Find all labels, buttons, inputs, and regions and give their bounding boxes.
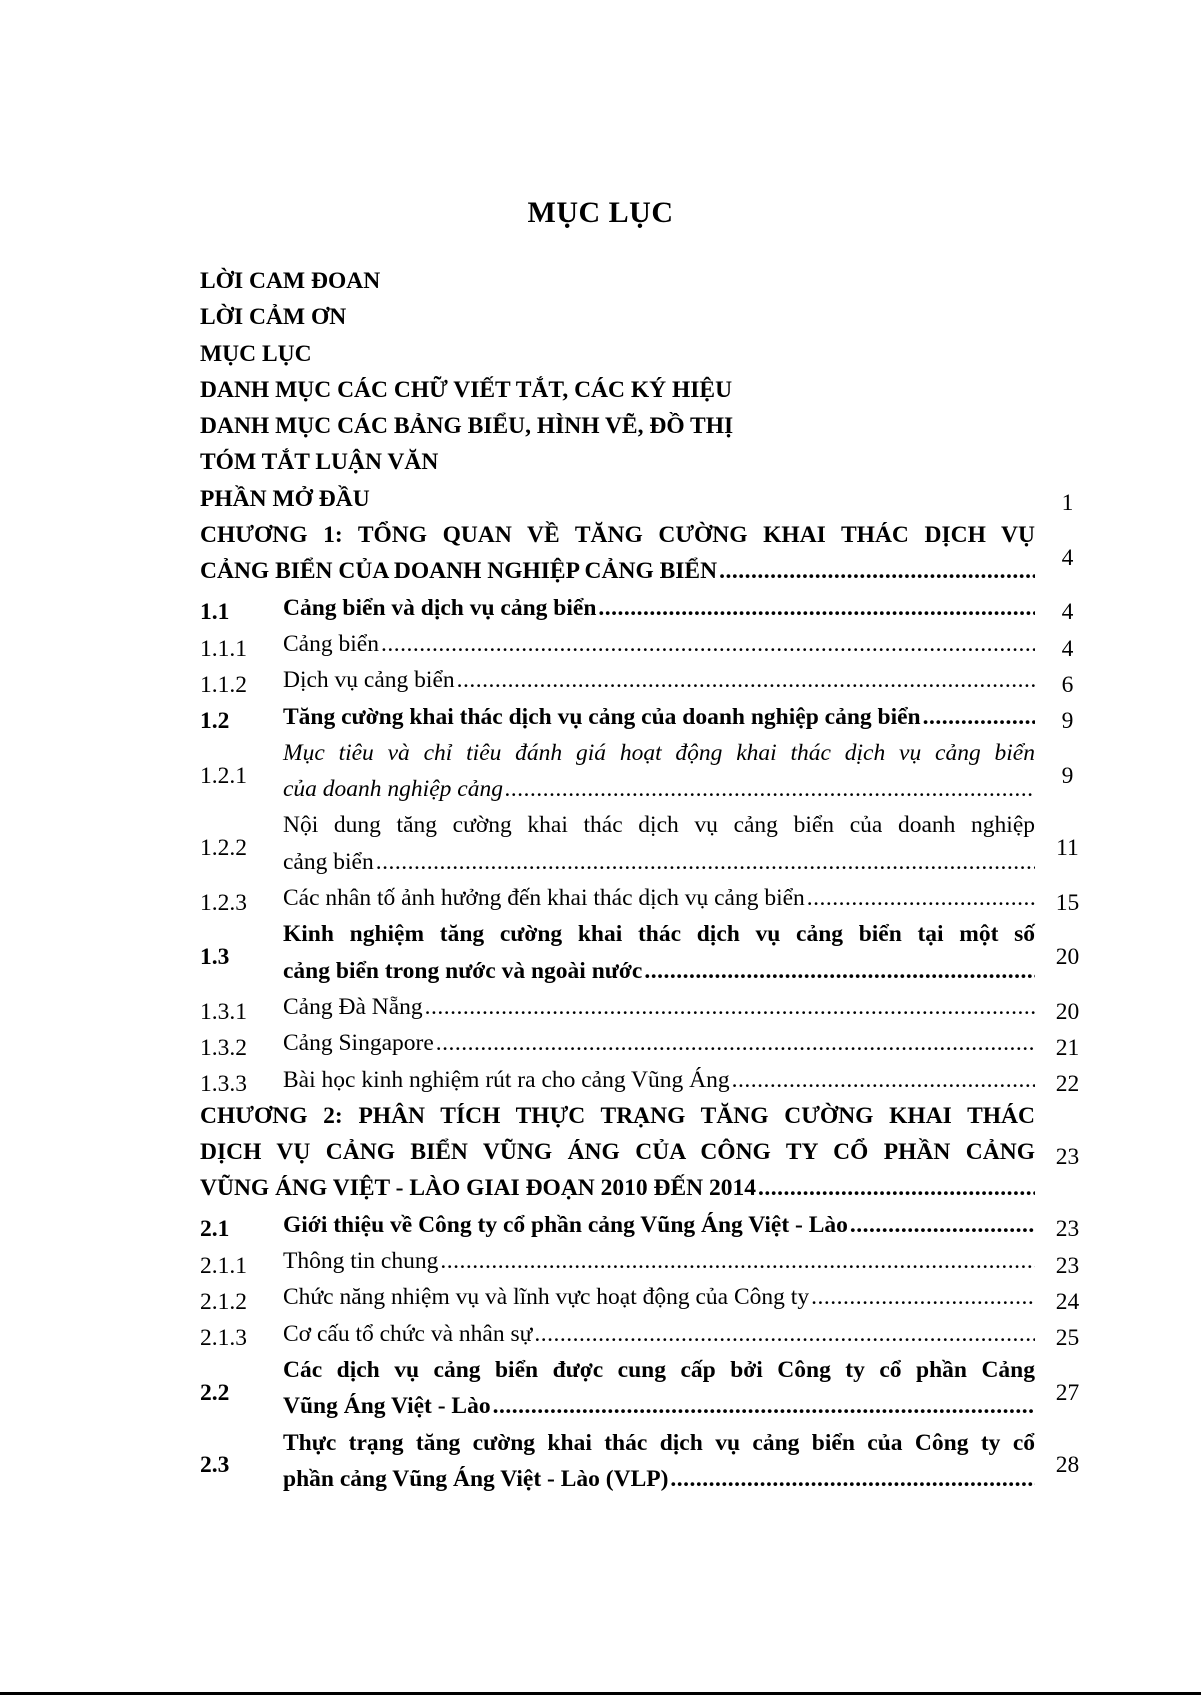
toc-entry — [200, 812, 1100, 885]
toc-entry-number: 1.2.3 — [200, 889, 247, 916]
page-title: MỤC LỤC — [527, 196, 674, 229]
toc-entry-title: Kinh nghiệm tăng cường khai thác dịch vụ cảng biển tại một số — [283, 921, 1035, 948]
toc-page-number: 1 — [1061, 490, 1074, 517]
dot-leader — [493, 1393, 1035, 1420]
dot-leader — [534, 1321, 1035, 1348]
toc-entry — [200, 304, 1100, 340]
toc-page-number: 21 — [1055, 1034, 1080, 1061]
toc-page-number: 6 — [1061, 671, 1074, 698]
toc-entry-title: Thực trạng tăng cường khai thác dịch vụ cảng biển của Công ty cổ — [283, 1429, 1035, 1456]
dot-leader — [732, 1067, 1035, 1094]
toc-entry-title: MỤC LỤC — [200, 340, 312, 367]
toc-entry-title: Tăng cường khai thác dịch vụ cảng của doanh nghiệp cảng biển — [283, 703, 921, 730]
toc-page-number: 22 — [1055, 1071, 1080, 1098]
toc-entry-number: 1.3 — [200, 944, 230, 971]
dot-leader — [598, 595, 1035, 622]
toc-entry — [200, 704, 1100, 740]
dot-leader — [758, 1175, 1035, 1202]
bottom-border-line — [0, 1692, 1201, 1695]
toc-entry-title: Các nhân tố ảnh hưởng đến khai thác dịch vụ cảng biển — [283, 885, 805, 912]
toc-entry-title: Cảng Singapore — [283, 1030, 434, 1057]
toc-page-number: 4 — [1061, 544, 1074, 571]
toc-entry-title: LỜI CẢM ƠN — [200, 304, 347, 331]
toc-entry — [200, 595, 1100, 631]
toc-entry-number: 2.3 — [200, 1452, 230, 1479]
toc-entry-title: Giới thiệu về Công ty cổ phần cảng Vũng Áng Việt - Lào — [283, 1211, 848, 1238]
toc-entry-title: cảng biển trong nước và ngoài nước — [283, 957, 643, 984]
toc-page-number: 27 — [1055, 1379, 1080, 1406]
toc-entry — [200, 885, 1100, 921]
toc-entry — [200, 1321, 1100, 1357]
toc-entry-title: Cảng Đà Nẵng — [283, 993, 423, 1020]
toc-entry-title: phần cảng Vũng Áng Việt - Lào (VLP) — [283, 1465, 669, 1492]
toc-entry-title: PHẦN MỞ ĐẦU — [200, 485, 370, 512]
toc-entry-title: Cơ cấu tổ chức và nhân sự — [283, 1320, 533, 1347]
toc-entry — [200, 667, 1100, 703]
toc-entry — [200, 994, 1100, 1030]
toc-entry-title: VŨNG ÁNG VIỆT - LÀO GIAI ĐOẠN 2010 ĐẾN 2014 — [200, 1175, 757, 1202]
toc-entry-number: 2.1.3 — [200, 1325, 247, 1352]
dot-leader — [644, 958, 1035, 985]
toc-entry-number: 1.3.1 — [200, 998, 247, 1025]
toc-entry-title: DANH MỤC CÁC CHỮ VIẾT TẮT, CÁC KÝ HIỆU — [200, 376, 733, 403]
dot-leader — [505, 776, 1035, 803]
toc-entry — [200, 522, 1100, 595]
dot-leader — [376, 849, 1035, 876]
dot-leader — [923, 704, 1035, 731]
toc-entry-title: Thông tin chung — [283, 1248, 439, 1275]
toc-entry-title: Dịch vụ cảng biển — [283, 667, 455, 694]
toc-entry-number: 2.1.2 — [200, 1288, 247, 1315]
toc-entry-number: 2.1 — [200, 1216, 230, 1243]
toc-page-number: 23 — [1055, 1143, 1080, 1170]
table-of-contents — [200, 268, 1100, 1502]
dot-leader — [811, 1284, 1035, 1311]
toc-entry — [200, 449, 1100, 485]
toc-entry — [200, 1357, 1100, 1430]
dot-leader — [425, 994, 1035, 1021]
toc-entry-title: CHƯƠNG 1: TỔNG QUAN VỀ TĂNG CƯỜNG KHAI THÁC DỊCH VỤ — [200, 522, 1035, 549]
toc-entry-title: của doanh nghiệp cảng — [283, 776, 503, 803]
toc-entry-title: cảng biển — [283, 848, 374, 875]
toc-entry — [200, 631, 1100, 667]
toc-entry-title: DỊCH VỤ CẢNG BIỂN VŨNG ÁNG CỦA CÔNG TY CỔ PHẦN CẢNG — [200, 1139, 1035, 1166]
toc-entry-number: 1.1.2 — [200, 671, 247, 698]
toc-entry-number: 2.2 — [200, 1379, 230, 1406]
toc-entry-number: 1.2 — [200, 708, 230, 735]
toc-entry-title: Chức năng nhiệm vụ và lĩnh vực hoạt động của Công ty — [283, 1284, 810, 1311]
toc-entry — [200, 377, 1100, 413]
dot-leader — [807, 885, 1035, 912]
toc-page-number: 11 — [1056, 835, 1079, 862]
dot-leader — [440, 1248, 1035, 1275]
toc-entry-title: Cảng biển và dịch vụ cảng biển — [283, 594, 597, 621]
toc-entry-number: 1.2.1 — [200, 762, 247, 789]
dot-leader — [719, 558, 1035, 585]
toc-entry — [200, 740, 1100, 813]
toc-page-number: 15 — [1055, 889, 1080, 916]
toc-page-number: 23 — [1055, 1252, 1080, 1279]
toc-entry — [200, 1103, 1100, 1212]
dot-leader — [850, 1212, 1035, 1239]
dot-leader — [457, 667, 1035, 694]
toc-page-number: 9 — [1061, 762, 1074, 789]
dot-leader — [381, 631, 1035, 658]
toc-entry-number: 1.2.2 — [200, 835, 247, 862]
toc-entry-title: Vũng Áng Việt - Lào — [283, 1393, 491, 1420]
toc-page-number: 28 — [1055, 1452, 1080, 1479]
toc-entry — [200, 1248, 1100, 1284]
toc-entry — [200, 1212, 1100, 1248]
toc-entry-title: DANH MỤC CÁC BẢNG BIỂU, HÌNH VẼ, ĐỒ THỊ — [200, 413, 734, 440]
toc-entry-number: 2.1.1 — [200, 1252, 247, 1279]
toc-entry-number: 1.1 — [200, 599, 230, 626]
toc-page-number: 20 — [1055, 998, 1080, 1025]
toc-page-number: 25 — [1055, 1325, 1080, 1352]
toc-page-number: 9 — [1061, 708, 1074, 735]
toc-entry — [200, 341, 1100, 377]
toc-entry-number: 1.3.2 — [200, 1034, 247, 1061]
toc-entry-title: CHƯƠNG 2: PHÂN TÍCH THỰC TRẠNG TĂNG CƯỜNG KHAI THÁC — [200, 1102, 1035, 1129]
toc-page-number: 4 — [1061, 635, 1074, 662]
toc-page-number: 4 — [1061, 599, 1074, 626]
toc-entry-title: Bài học kinh nghiệm rút ra cho cảng Vũng Áng — [283, 1066, 730, 1093]
toc-entry-number: 1.3.3 — [200, 1071, 247, 1098]
toc-entry-title: CẢNG BIỂN CỦA DOANH NGHIỆP CẢNG BIỂN — [200, 558, 718, 585]
toc-entry — [200, 921, 1100, 994]
toc-entry-title: Mục tiêu và chỉ tiêu đánh giá hoạt động khai thác dịch vụ cảng biển — [283, 739, 1035, 766]
toc-entry — [200, 1284, 1100, 1320]
toc-entry — [200, 1030, 1100, 1066]
toc-entry-title: LỜI CAM ĐOAN — [200, 268, 381, 294]
toc-page-number: 24 — [1055, 1288, 1080, 1315]
dot-leader — [436, 1030, 1035, 1057]
toc-page-number: 20 — [1055, 944, 1080, 971]
toc-entry — [200, 268, 1100, 304]
toc-entry-title: TÓM TẮT LUẬN VĂN — [200, 449, 439, 476]
toc-entry-number: 1.1.1 — [200, 635, 247, 662]
dot-leader — [670, 1466, 1035, 1493]
toc-entry-title: Cảng biển — [283, 630, 379, 657]
toc-entry-title: Nội dung tăng cường khai thác dịch vụ cảng biển của doanh nghiệp — [283, 812, 1035, 839]
toc-entry — [200, 1430, 1100, 1503]
toc-entry — [200, 413, 1100, 449]
toc-entry — [200, 486, 1100, 522]
toc-page-number: 23 — [1055, 1216, 1080, 1243]
toc-entry-title: Các dịch vụ cảng biển được cung cấp bởi Công ty cổ phần Cảng — [283, 1356, 1035, 1383]
toc-entry — [200, 1067, 1100, 1103]
